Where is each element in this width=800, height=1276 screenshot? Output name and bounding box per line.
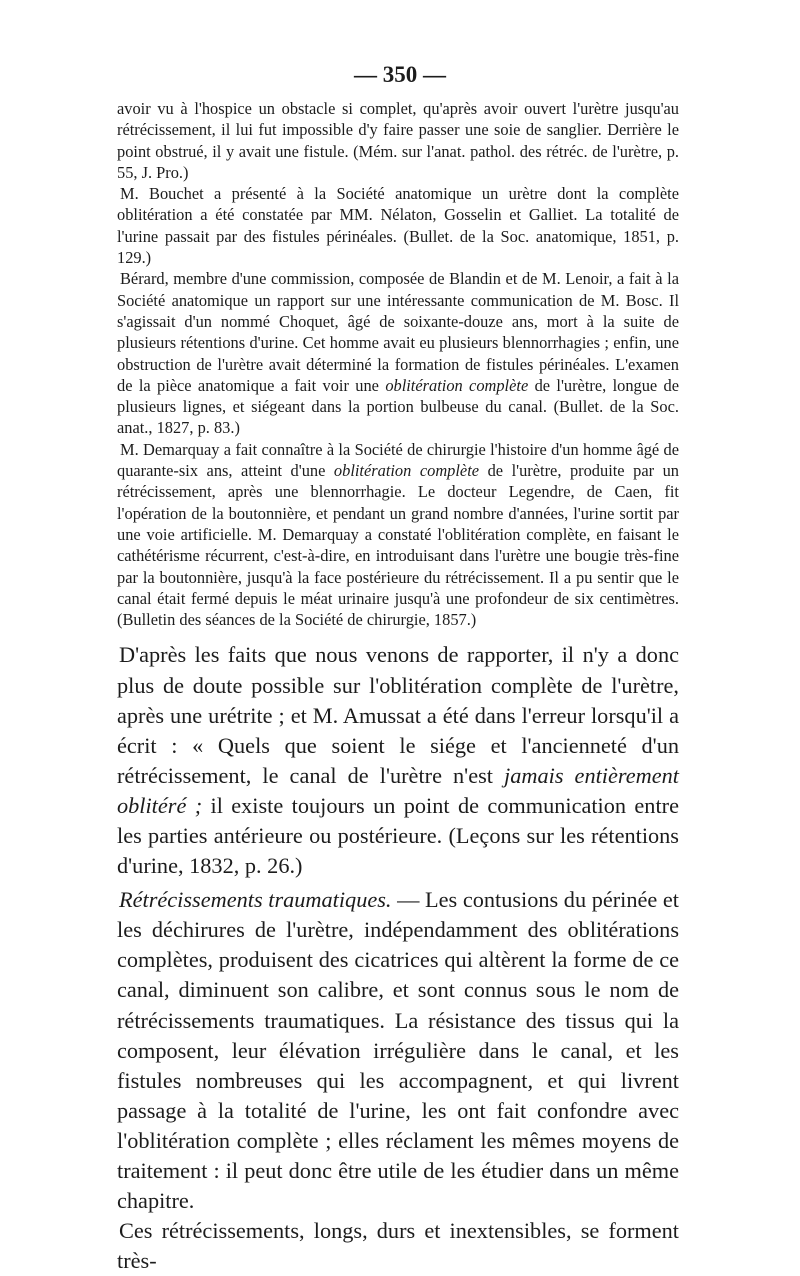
paragraph-5 <box>117 640 679 881</box>
paragraph-4-emphasis: oblitération complète <box>333 461 480 481</box>
page-number: — 350 — <box>354 62 446 87</box>
paragraph-6-text: — Les contusions du périnée et les déchirures de l'urètre, indépendamment des oblitérations complètes, produisent des cicatrices qui altèrent la forme de ce canal, diminuent son calibre, et sont connus sous le nom de rétrécissements traumatiques. La résistance des tissus qui la composent, leur élévation irrégulière dans le canal, et les fistules nombreuses qui les accompagnent, et qui livrent passage à la totalité de l'urine, les ont fait confondre avec l'oblitération complète ; elles réclament les mêmes moyens de traitement : il peut donc être utile de les étudier dans un même chapitre. <box>117 887 680 1214</box>
paragraph-5-emphasis: jamais entièrement oblitéré ; <box>117 762 679 818</box>
paragraph-4-text-a: M. Demarquay a fait connaître à la Société de chirurgie l'histoire d'un homme âgé de quarante-six ans, atteint d'une <box>117 439 679 481</box>
paragraph-2: M. Bouchet a présenté à la Société anatomique un urètre dont la complète oblitération a été constatée par MM. Nélaton, Gosselin et Galliet. La totalité de l'urine passait par des fistules périnéales. (Bullet. de la Soc. anatomique, 1851, p. 129.) <box>117 184 679 268</box>
paragraph-7: Ces rétrécissements, longs, durs et inextensibles, se forment très- <box>117 1218 679 1274</box>
paragraph-3-text-b: de l'urètre, longue de plusieurs lignes, et siégeant dans la portion bulbeuse du canal. (Bullet. de la Soc. anat., 1827, p. 83.) <box>117 375 679 438</box>
paragraph-3-emphasis: oblitération complète <box>385 375 529 395</box>
paragraph-3 <box>117 268 679 438</box>
paragraph-4 <box>117 439 679 631</box>
paragraph-5-text-a: D'après les faits que nous venons de rapporter, il n'y a donc plus de doute possible sur l'oblitération complète de l'urètre, après une urétrite ; et M. Amussat a été dans l'erreur lorsqu'il a écrit : « Quels que soient le siége et l'ancienneté d'un rétrécissement, le canal de l'urètre n'est <box>117 642 679 788</box>
paragraph-4-text-b: de l'urètre, produite par un rétrécissement, après une blennorrhagie. Le docteur Legendre, de Caen, fit l'opération de la boutonnière, et pendant un grand nombre d'années, l'urine sortit par une voie artificielle. M. Demarquay a constaté l'oblitération complète, en faisant le cathétérisme récurrent, c'est-à-dire, en introduisant dans l'urètre une bougie très-fine par la boutonnière, jusqu'à la face postérieure du rétrécissement. Il a pu sentir que le canal était fermé depuis le méat urinaire jusqu'à une profondeur de six centimètres. (Bulletin des séances de la Société de chirurgie, 1857.) <box>117 461 679 630</box>
page-body <box>117 98 679 1276</box>
paragraph-3-text-a: Bérard, membre d'une commission, composée de Blandin et de M. Lenoir, a fait à la Société anatomique un rapport sur une intéressante communication de M. Bosc. Il s'agissait d'un nommé Choquet, âgé de soixante-douze ans, mort à la suite de plusieurs rétentions d'urine. Cet homme avait eu plusieurs blennorrhagies ; enfin, une obstruction de l'urètre avait déterminé la formation de fistules périnéales. L'examen de la pièce anatomique a fait voir une <box>117 269 679 395</box>
paragraph-1: avoir vu à l'hospice un obstacle si complet, qu'après avoir ouvert l'urètre jusqu'au rétrécissement, il lui fut impossible d'y faire passer une soie de sanglier. Derrière le point obstrué, il y avait une fistule. (Mém. sur l'anat. pathol. des rétréc. de l'urètre, p. 55, J. Pro.) <box>117 99 679 182</box>
paragraph-5-text-b: il existe toujours un point de communication entre les parties antérieure ou postérieure. (Leçons sur les rétentions d'urine, 1832, p. 26.) <box>117 792 679 879</box>
paragraph-6 <box>117 885 679 1216</box>
section-title: Rétrécissements traumatiques. <box>119 887 392 913</box>
